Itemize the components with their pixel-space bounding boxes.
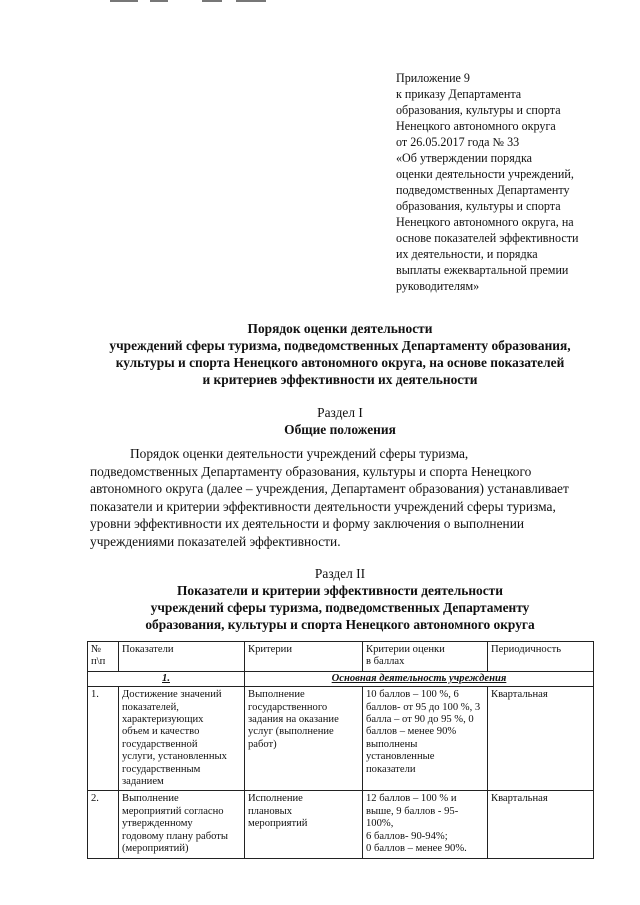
appendix-block <box>396 70 602 294</box>
appendix-line: Приложение 9 <box>396 71 470 85</box>
title-line: учреждений сферы туризма, подведомственных Департаменту образования, <box>109 338 571 353</box>
criterion-line: задания на оказание <box>248 714 339 726</box>
indicator-line: показателей, <box>122 701 179 713</box>
appendix-line: Ненецкого автономного округа <box>396 119 556 133</box>
section-2-heading-line: Показатели и критерии эффективности деятельности <box>177 583 503 598</box>
row-indicator <box>119 687 245 791</box>
section-row-number <box>88 671 245 686</box>
appendix-line: оценки деятельности учреждений, <box>396 167 574 181</box>
appendix-line: выплаты ежеквартальной премии <box>396 263 569 277</box>
section-2-heading-line: учреждений сферы туризма, подведомственных Департаменту <box>150 600 530 615</box>
score-line: 0 баллов – менее 90%. <box>366 843 467 855</box>
appendix-line: их деятельности, и порядка <box>396 247 538 261</box>
table-section-row <box>88 671 594 686</box>
section-1-paragraph <box>90 445 592 551</box>
row-criterion <box>245 791 363 858</box>
scan-artifact <box>110 0 290 4</box>
table-header-row <box>88 642 594 672</box>
row-num: 2. <box>88 791 119 858</box>
section-title: Основная деятельность учреждения <box>331 672 507 684</box>
header-criteria: Критерии <box>245 642 363 672</box>
score-line: баллов- от 95 до 100 %, 3 <box>366 701 481 713</box>
header-indicators: Показатели <box>119 642 245 672</box>
criterion-line: услуг (выполнение <box>248 726 334 738</box>
indicator-line: Выполнение <box>122 793 179 805</box>
row-num: 1. <box>88 687 119 791</box>
title-line: Порядок оценки деятельности <box>247 321 433 336</box>
score-line: показатели <box>366 763 416 775</box>
score-line: выше, 9 баллов - 95- <box>366 805 459 817</box>
document-title <box>80 320 600 388</box>
indicator-line: утвержденному <box>122 818 193 830</box>
indicator-line: услуги, установленных <box>122 751 227 763</box>
appendix-line: от 26.05.2017 года № 33 <box>396 135 520 149</box>
paragraph-line: учреждениями показателей эффективности. <box>90 533 341 549</box>
appendix-line: «Об утверждении порядка <box>396 151 533 165</box>
indicator-line: характеризующих <box>122 714 204 726</box>
paragraph-line: показатели и критерии эффективности деятельности учреждений сферы туризма, <box>90 498 556 514</box>
indicator-line: объем и качество <box>122 726 200 738</box>
indicator-line: годовому плану работы <box>122 830 228 842</box>
appendix-line: подведомственных Департаменту <box>396 183 570 197</box>
criterion-line: плановых <box>248 805 293 817</box>
appendix-line: Ненецкого автономного округа, на <box>396 215 574 229</box>
indicator-line: заданием <box>122 776 164 788</box>
title-line: и критериев эффективности их деятельности <box>202 372 478 387</box>
section-1-label: Раздел I <box>317 405 363 420</box>
score-line: баллов – менее 90% <box>366 726 457 738</box>
table-row <box>88 791 594 858</box>
score-line: установленные <box>366 751 435 763</box>
row-score <box>363 687 488 791</box>
criterion-line: мероприятий <box>248 818 308 830</box>
section-number: 1. <box>162 672 170 684</box>
row-period: Квартальная <box>488 791 594 858</box>
section-2-header <box>80 565 600 633</box>
criterion-line: работ) <box>248 738 277 750</box>
indicator-line: государственной <box>122 738 198 750</box>
paragraph-line: автономного округа (далее – учреждения, Департамент образования) устанавливает <box>90 481 569 497</box>
score-line: 12 баллов – 100 % и <box>366 793 457 805</box>
header-num-line: № <box>91 644 102 655</box>
appendix-line: образования, культуры и спорта <box>396 103 561 117</box>
score-line: 6 баллов- 90-94%; <box>366 830 448 842</box>
table-row <box>88 687 594 791</box>
header-period: Периодичность <box>488 642 594 672</box>
header-score <box>363 642 488 672</box>
criterion-line: государственного <box>248 701 328 713</box>
indicator-line: мероприятий согласно <box>122 805 224 817</box>
indicator-line: государственным <box>122 763 201 775</box>
header-score-line: в баллах <box>366 656 405 668</box>
paragraph-line: подведомственных Департаменту образования, культуры и спорта Ненецкого <box>90 463 532 479</box>
section-1-heading: Общие положения <box>284 422 396 437</box>
score-line: 100%, <box>366 818 394 830</box>
section-row-title <box>245 671 594 686</box>
score-line: выполнены <box>366 738 418 750</box>
section-1-header <box>80 404 600 438</box>
row-criterion <box>245 687 363 791</box>
row-score <box>363 791 488 858</box>
criterion-line: Выполнение <box>248 689 305 701</box>
paragraph-line: уровни эффективности их деятельности и форму заключения о выполнении <box>90 516 525 532</box>
header-score-line: Критерии оценки <box>366 644 445 655</box>
criteria-table <box>87 641 594 859</box>
paragraph-line: Порядок оценки деятельности учреждений сферы туризма, <box>130 446 469 461</box>
header-num-line: п\п <box>91 656 106 668</box>
header-num <box>88 642 119 672</box>
section-2-label: Раздел II <box>314 566 366 581</box>
score-line: балла – от 90 до 95 %, 0 <box>366 714 474 726</box>
title-line: культуры и спорта Ненецкого автономного округа, на основе показателей <box>115 355 565 370</box>
indicator-line: Достижение значений <box>122 689 222 701</box>
appendix-line: образования, культуры и спорта <box>396 199 561 213</box>
row-indicator <box>119 791 245 858</box>
section-2-heading-line: образования, культуры и спорта Ненецкого автономного округа <box>145 617 535 632</box>
appendix-line: к приказу Департамента <box>396 87 522 101</box>
appendix-line: руководителям» <box>396 279 480 293</box>
row-period: Квартальная <box>488 687 594 791</box>
score-line: 10 баллов – 100 %, 6 <box>366 689 459 701</box>
appendix-line: основе показателей эффективности <box>396 231 579 245</box>
criterion-line: Исполнение <box>248 793 303 805</box>
indicator-line: (мероприятий) <box>122 843 189 855</box>
